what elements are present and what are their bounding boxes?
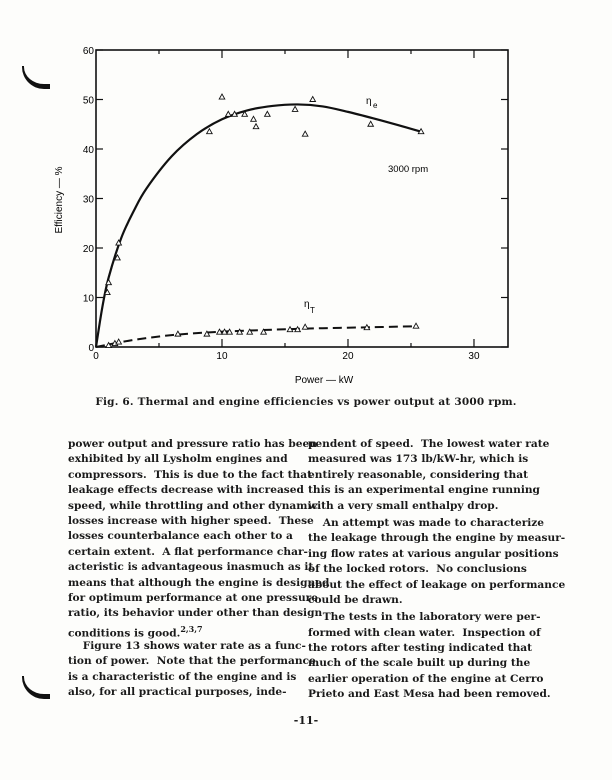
plot-frame bbox=[96, 50, 508, 347]
x-axis-label: Power — kW bbox=[294, 375, 354, 386]
data-point-triangle bbox=[413, 323, 419, 328]
text-line: much of the scale built up during the bbox=[308, 657, 531, 670]
binder-hole-mark bbox=[22, 676, 50, 699]
data-point-triangle bbox=[265, 111, 271, 116]
text-line: tion of power. Note that the performance bbox=[68, 655, 316, 668]
data-point-triangle bbox=[302, 131, 308, 136]
text-line: speed, while throttling and other dynamic bbox=[68, 499, 318, 512]
data-point-triangle bbox=[207, 129, 213, 134]
data-point-triangle bbox=[302, 324, 308, 329]
text-line: measured was 173 lb/kW-hr, which is bbox=[308, 453, 529, 466]
data-point-triangle bbox=[219, 94, 225, 99]
chart-axes bbox=[96, 50, 508, 347]
y-tick-label: 10 bbox=[82, 293, 94, 305]
y-tick-label: 60 bbox=[82, 46, 94, 57]
text-line: leakage effects decrease with increased bbox=[68, 484, 304, 497]
data-point-triangle bbox=[292, 106, 298, 111]
text-line: the rotors after testing indicated that bbox=[308, 642, 533, 655]
series-label-eta-t bbox=[304, 299, 315, 315]
reference-superscript: 2,3,7 bbox=[180, 623, 203, 634]
text-line: also, for all practical purposes, inde- bbox=[68, 686, 287, 699]
series-label-sub: T bbox=[310, 306, 315, 315]
text-line: entirely reasonable, considering that bbox=[308, 468, 528, 481]
series-curve-0 bbox=[96, 104, 421, 347]
text-line bbox=[68, 622, 329, 640]
text-line: earlier operation of the engine at Cerro bbox=[308, 672, 544, 685]
text-line: An attempt was made to characterize bbox=[308, 516, 545, 529]
series-label-main: η bbox=[304, 299, 310, 310]
y-tick-label: 20 bbox=[82, 244, 94, 255]
y-tick-label: 30 bbox=[82, 194, 94, 206]
y-axis-label: Efficiency — % bbox=[54, 166, 65, 234]
text-line: conditions is good. bbox=[68, 627, 181, 640]
data-point-triangle bbox=[251, 116, 257, 121]
text-line: formed with clean water. Inspection of bbox=[308, 626, 541, 639]
text-line: pendent of speed. The lowest water rate bbox=[308, 438, 550, 450]
text-line: of the locked rotors. No conclusions bbox=[308, 563, 527, 576]
text-line: with a very small enthalpy drop. bbox=[308, 499, 499, 512]
y-tick-label: 40 bbox=[82, 145, 94, 156]
series-label-sub: e bbox=[373, 101, 378, 110]
y-tick-label: 0 bbox=[88, 343, 94, 354]
series-label-eta-e bbox=[366, 96, 378, 110]
text-line: Prieto and East Mesa had been removed. bbox=[308, 688, 551, 701]
chart-ticks bbox=[83, 46, 508, 362]
x-tick-label: 10 bbox=[216, 351, 228, 362]
y-tick-label: 50 bbox=[82, 95, 94, 107]
right-column bbox=[308, 437, 565, 703]
text-line: the leakage through the engine by measur- bbox=[308, 532, 566, 545]
text-line: certain extent. A flat performance char- bbox=[68, 545, 308, 558]
text-line: this is an experimental engine running bbox=[308, 484, 540, 497]
data-point-triangle bbox=[310, 97, 316, 102]
text-line: exhibited by all Lysholm engines and bbox=[68, 453, 288, 466]
text-line: Figure 13 shows water rate as a func- bbox=[68, 640, 306, 653]
text-line: is a characteristic of the engine and is bbox=[68, 670, 297, 683]
text-line: ing flow rates at various angular positions bbox=[308, 547, 559, 560]
left-column bbox=[68, 437, 329, 701]
text-line: for optimum performance at one pressure bbox=[68, 591, 319, 604]
x-tick-label: 20 bbox=[342, 351, 354, 362]
text-line: about the effect of leakage on performance bbox=[308, 578, 566, 591]
text-line: The tests in the laboratory were per- bbox=[308, 611, 541, 624]
x-tick-label: 0 bbox=[93, 351, 99, 362]
x-tick-label: 30 bbox=[468, 351, 480, 362]
text-line: acteristic is advantageous inasmuch as it bbox=[68, 561, 314, 574]
figure-caption: Fig. 6. Thermal and engine efficiencies vs power output at 3000 rpm. bbox=[95, 396, 517, 408]
text-line: losses increase with higher speed. These bbox=[68, 514, 314, 527]
chart-curves bbox=[96, 104, 421, 347]
text-line: power output and pressure ratio has been bbox=[68, 438, 317, 450]
data-point-triangle bbox=[253, 124, 259, 129]
text-line: could be drawn. bbox=[308, 593, 403, 606]
data-point-triangle bbox=[368, 121, 374, 126]
data-point-triangle bbox=[116, 339, 122, 344]
text-line: means that although the engine is designed bbox=[68, 576, 330, 589]
page-number: -11- bbox=[293, 714, 319, 727]
text-line: ratio, its behavior under other than design bbox=[68, 607, 323, 620]
chart-points bbox=[105, 94, 424, 347]
text-line: losses counterbalance each other to a bbox=[68, 530, 293, 543]
text-line: compressors. This is due to the fact that bbox=[68, 468, 313, 481]
series-label-main: η bbox=[366, 96, 372, 107]
rpm-annotation: 3000 rpm bbox=[388, 164, 429, 175]
data-point-triangle bbox=[225, 111, 231, 116]
